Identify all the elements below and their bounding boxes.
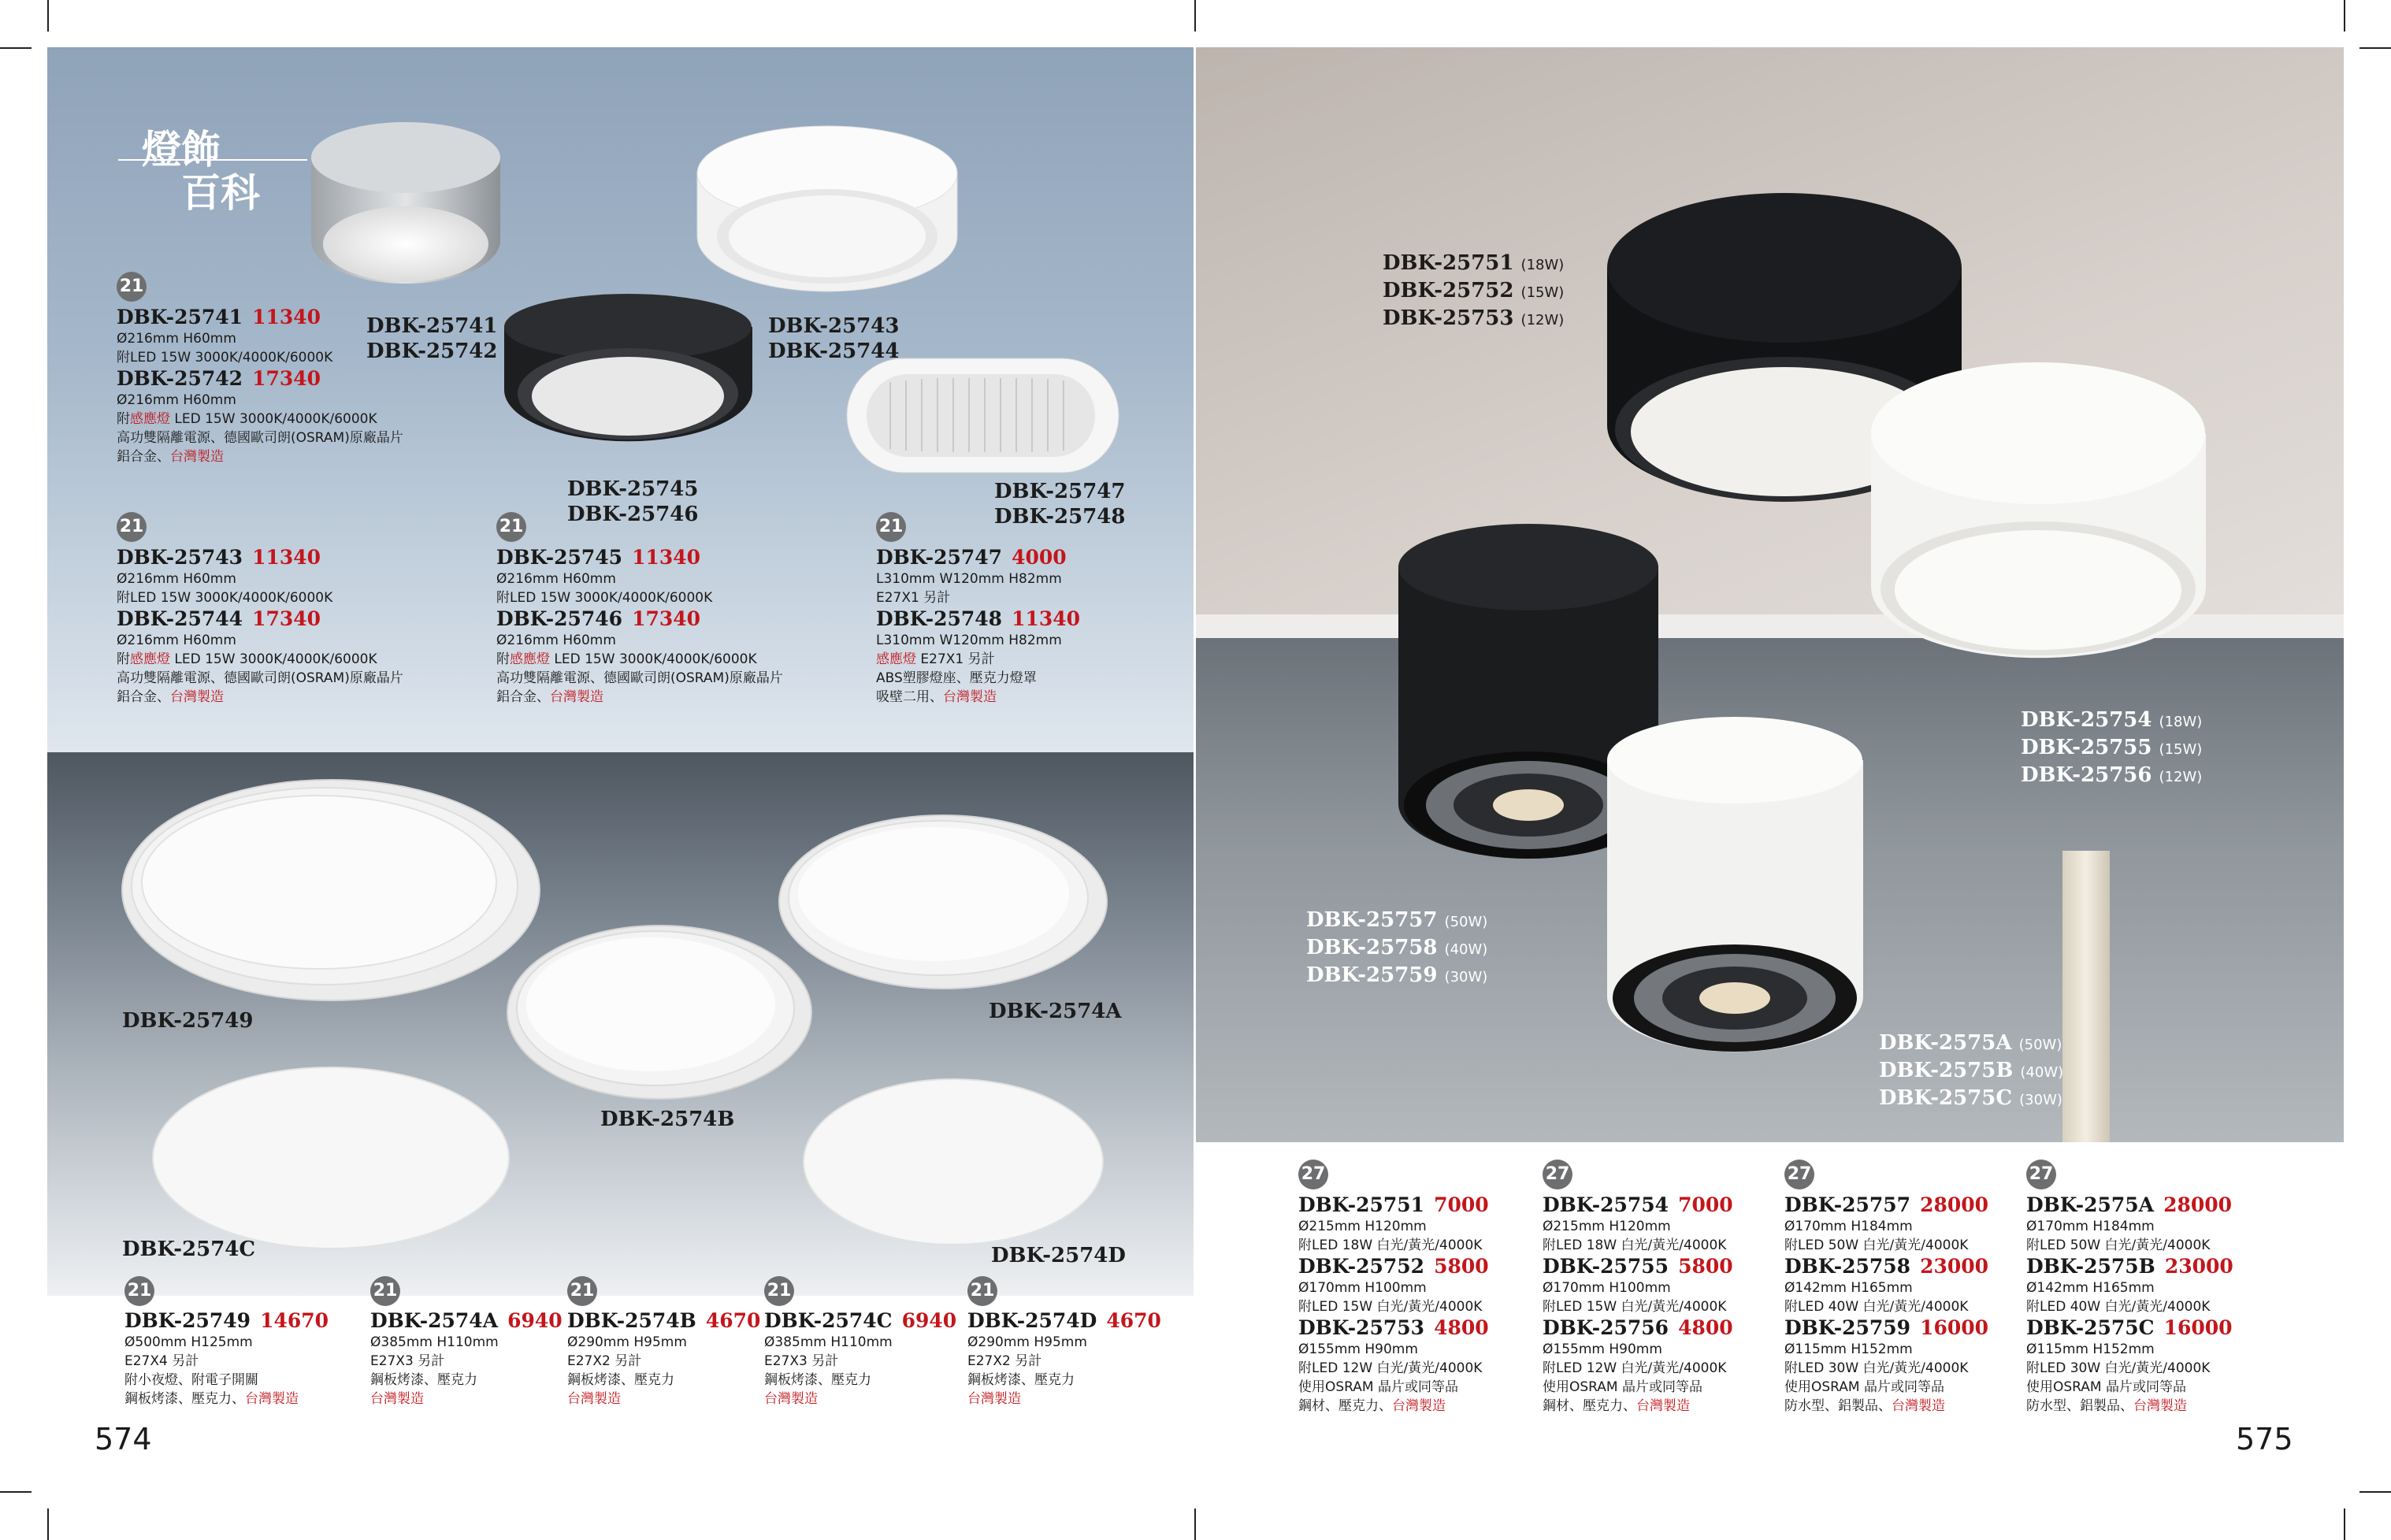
- spec-line: 附LED 12W 白光/黃光/4000K: [1298, 1360, 1483, 1376]
- spec-line: 附感應燈 LED 15W 3000K/4000K/6000K: [117, 411, 377, 427]
- highlight-text: 台灣製造: [550, 689, 603, 705]
- spec-heading: [876, 546, 1080, 570]
- price: 7000: [1678, 1193, 1733, 1216]
- spec-heading: [1784, 1193, 1988, 1217]
- spec-line: Ø142mm H165mm: [1784, 1280, 1913, 1296]
- spec-line: 附小夜燈、附電子開關: [124, 1372, 258, 1388]
- spec-heading: [1298, 1316, 1489, 1340]
- category-badge: 27: [1543, 1160, 1572, 1189]
- spec-line: Ø142mm H165mm: [2026, 1280, 2155, 1296]
- lamp-25747-photo: [843, 351, 1123, 481]
- spec-line: 防水型、鋁製品、台灣製造: [2026, 1398, 2187, 1414]
- spec-line: 附LED 15W 白光/黃光/4000K: [1543, 1299, 1727, 1315]
- price: 23000: [2164, 1255, 2233, 1278]
- spec-heading: [117, 546, 403, 570]
- spec-block: [967, 1309, 1161, 1408]
- highlight-text: 台灣製造: [245, 1391, 299, 1407]
- category-badge: 21: [124, 1276, 154, 1306]
- model-number: DBK-25742: [117, 367, 243, 390]
- spec-line: [567, 1390, 760, 1408]
- spec-heading: [117, 306, 403, 329]
- spec-line: 附LED 15W 3000K/4000K/6000K: [496, 590, 713, 606]
- lamp-25741-photo: [299, 110, 512, 291]
- spec-heading: [1543, 1255, 1733, 1278]
- brand-logo: [118, 118, 315, 216]
- model-number: DBK-2574B: [567, 1309, 696, 1332]
- crop-mark: [1194, 0, 1196, 32]
- spec-line: 鋼板烤漆、壓克力: [764, 1372, 871, 1388]
- spec-line: 鋼板烤漆、壓克力、台灣製造: [124, 1391, 299, 1407]
- highlight-text: 台灣製造: [170, 449, 224, 465]
- spec-block: [370, 1309, 562, 1408]
- spec-heading: [117, 367, 403, 391]
- spec-line: 使用OSRAM 晶片或同等品: [2026, 1379, 2186, 1395]
- spec-block: [124, 1309, 329, 1408]
- photo-label-2574C: DBK-2574C: [122, 1238, 256, 1261]
- spec-heading: [1784, 1316, 1988, 1340]
- category-badge: 21: [764, 1276, 794, 1306]
- crop-mark: [2344, 1508, 2345, 1540]
- price: 4670: [705, 1309, 761, 1332]
- model-number: DBK-25741: [117, 306, 243, 328]
- category-badge: 21: [567, 1276, 597, 1306]
- logo-line1: 燈飾: [142, 127, 221, 173]
- spec-block: [496, 546, 783, 707]
- price: 4670: [1106, 1309, 1161, 1332]
- spec-line: [764, 1390, 956, 1408]
- spec-line: Ø216mm H60mm: [117, 633, 236, 648]
- highlight-text: 台灣製造: [1636, 1398, 1690, 1414]
- spec-line: 高功雙隔離電源、德國歐司朗(OSRAM)原廠晶片: [117, 430, 403, 446]
- spec-line: Ø215mm H120mm: [1543, 1219, 1671, 1234]
- highlight-text: 台灣製造: [170, 689, 224, 705]
- spec-line: Ø170mm H184mm: [2026, 1219, 2155, 1234]
- category-badge: 21: [117, 512, 147, 542]
- price: 23000: [1920, 1255, 1989, 1278]
- price: 7000: [1434, 1193, 1489, 1216]
- price: 11340: [252, 546, 321, 569]
- category-badge: 21: [967, 1276, 997, 1306]
- spec-line: 附感應燈 LED 15W 3000K/4000K/6000K: [117, 651, 377, 667]
- photo-label-group-25754: DBK-25754 (18W) DBK-25755 (15W) DBK-25756 (12W): [2021, 708, 2203, 787]
- photo-label-2574B: DBK-2574B: [600, 1108, 735, 1131]
- price: 17340: [632, 607, 701, 630]
- spec-line: 附LED 18W 白光/黃光/4000K: [1298, 1238, 1483, 1253]
- photo-label-group-2575A: DBK-2575A (50W) DBK-2575B (40W) DBK-2575C (30W): [1879, 1031, 2064, 1110]
- price: 4800: [1678, 1316, 1733, 1339]
- spec-line: Ø385mm H110mm: [370, 1334, 499, 1350]
- spec-line: 鋼材、壓克力、台灣製造: [1543, 1398, 1690, 1414]
- spec-line: E27X1 另計: [876, 590, 951, 606]
- photo-label-group-25751: DBK-25751 (18W) DBK-25752 (15W) DBK-25753 (12W): [1383, 251, 1565, 330]
- highlight-text: 台灣製造: [1392, 1398, 1446, 1414]
- spec-line: 吸壁二用、台灣製造: [876, 689, 997, 705]
- photo-label-25743: DBK-25743 DBK-25744: [768, 314, 900, 363]
- spec-line: Ø385mm H110mm: [764, 1334, 893, 1350]
- model-number: DBK-25745: [496, 546, 623, 569]
- spec-block: [1543, 1193, 1733, 1416]
- photo-label-25745: DBK-25745 DBK-25746: [567, 477, 699, 526]
- model-number: DBK-25755: [1543, 1255, 1669, 1278]
- highlight-text: 感應燈: [130, 651, 170, 667]
- spec-line: 附LED 30W 白光/黃光/4000K: [2026, 1360, 2211, 1376]
- spec-line: 附LED 15W 白光/黃光/4000K: [1298, 1299, 1483, 1315]
- spec-line: E27X3 另計: [370, 1353, 445, 1369]
- price: 4800: [1434, 1316, 1489, 1339]
- model-number: DBK-25746: [496, 607, 623, 630]
- spec-heading: [2026, 1193, 2233, 1217]
- spec-heading: [2026, 1255, 2233, 1278]
- spec-line: 鋼材、壓克力、台灣製造: [1298, 1398, 1446, 1414]
- spec-block: [1298, 1193, 1489, 1416]
- spec-line: 附LED 50W 白光/黃光/4000K: [2026, 1238, 2211, 1253]
- highlight-text: 台灣製造: [2133, 1398, 2187, 1414]
- crop-mark: [47, 0, 49, 32]
- spec-line: 使用OSRAM 晶片或同等品: [1298, 1379, 1458, 1395]
- lamp-2574C-photo: [150, 1063, 512, 1252]
- category-badge: 21: [876, 512, 906, 542]
- spec-block: [117, 546, 403, 707]
- category-badge: 21: [370, 1276, 400, 1306]
- logo-line2: 百科: [181, 170, 260, 216]
- price: 11340: [1012, 607, 1081, 630]
- model-number: DBK-2574C: [764, 1309, 893, 1332]
- price: 17340: [252, 367, 321, 390]
- price: 17340: [252, 607, 321, 630]
- spec-line: Ø216mm H60mm: [117, 571, 236, 587]
- crop-mark: [2344, 0, 2345, 32]
- category-badge: 21: [117, 272, 147, 302]
- spec-heading: [1298, 1255, 1489, 1278]
- spec-heading: [1298, 1193, 1489, 1217]
- spec-heading: [2026, 1316, 2233, 1340]
- model-number: DBK-25759: [1784, 1316, 1911, 1339]
- price: 16000: [2163, 1316, 2233, 1339]
- spec-line: 鋼板烤漆、壓克力: [967, 1372, 1075, 1388]
- spec-line: 鋁合金、台灣製造: [117, 689, 224, 705]
- spec-line: 鋼板烤漆、壓克力: [370, 1372, 477, 1388]
- spec-line: L310mm W120mm H82mm: [876, 571, 1062, 587]
- spec-line: 附LED 30W 白光/黃光/4000K: [1784, 1360, 1969, 1376]
- spec-line: L310mm W120mm H82mm: [876, 633, 1062, 648]
- photo-label-2574A: DBK-2574A: [989, 1000, 1122, 1023]
- page-number-right: 575: [2236, 1422, 2293, 1457]
- crop-mark: [47, 1508, 49, 1540]
- spec-heading: [967, 1309, 1161, 1333]
- highlight-text: 台灣製造: [1892, 1398, 1945, 1414]
- crop-mark: [0, 47, 32, 49]
- model-number: DBK-25758: [1784, 1255, 1911, 1278]
- model-number: DBK-25744: [117, 607, 243, 630]
- spec-line: 附LED 40W 白光/黃光/4000K: [2026, 1299, 2211, 1315]
- model-number: DBK-2575C: [2026, 1316, 2155, 1339]
- spec-heading: [567, 1309, 760, 1333]
- spec-line: Ø155mm H90mm: [1543, 1341, 1662, 1357]
- spec-line: 防水型、鋁製品、台灣製造: [1784, 1398, 1945, 1414]
- photo-label-2574D: DBK-2574D: [991, 1244, 1126, 1267]
- model-number: DBK-25743: [117, 546, 243, 569]
- price: 6940: [507, 1309, 562, 1332]
- highlight-text: 台灣製造: [967, 1391, 1021, 1407]
- spec-block: [2026, 1193, 2233, 1416]
- spec-line: ABS塑膠燈座、壓克力燈罩: [876, 670, 1037, 686]
- model-number: DBK-25753: [1298, 1316, 1425, 1339]
- category-badge: 21: [496, 512, 526, 542]
- model-number: DBK-25748: [876, 607, 1003, 630]
- spec-line: E27X4 另計: [124, 1353, 199, 1369]
- spec-line: Ø215mm H120mm: [1298, 1219, 1427, 1234]
- highlight-text: 台灣製造: [370, 1391, 424, 1407]
- model-number: DBK-2574A: [370, 1309, 499, 1332]
- spec-line: Ø216mm H60mm: [117, 392, 236, 408]
- crop-mark: [1194, 1508, 1196, 1540]
- highlight-text: 台灣製造: [567, 1391, 621, 1407]
- spec-line: 鋁合金、台灣製造: [496, 689, 603, 705]
- highlight-text: 台灣製造: [764, 1391, 818, 1407]
- price: 4000: [1012, 546, 1067, 569]
- spec-line: 附LED 15W 3000K/4000K/6000K: [117, 590, 333, 606]
- spec-line: E27X3 另計: [764, 1353, 839, 1369]
- lamp-25743-photo: [685, 118, 969, 307]
- spec-line: 鋼板烤漆、壓克力: [567, 1372, 674, 1388]
- price: 5800: [1678, 1255, 1733, 1278]
- model-number: DBK-25757: [1784, 1193, 1911, 1216]
- price: 28000: [2163, 1193, 2233, 1216]
- spec-block: [764, 1309, 956, 1408]
- spec-line: E27X2 另計: [567, 1353, 642, 1369]
- photo-label-25749: DBK-25749: [122, 1009, 254, 1033]
- spec-line: 附感應燈 LED 15W 3000K/4000K/6000K: [496, 651, 757, 667]
- price: 11340: [252, 306, 321, 328]
- photo-label-25747: DBK-25747 DBK-25748: [994, 480, 1126, 529]
- spec-heading: [876, 607, 1080, 631]
- spec-block: [1784, 1193, 1988, 1416]
- highlight-text: 感應燈: [876, 651, 916, 667]
- page-number-left: 574: [95, 1422, 152, 1457]
- spec-heading: [1784, 1255, 1988, 1278]
- model-number: DBK-25749: [124, 1309, 251, 1332]
- spec-line: Ø170mm H184mm: [1784, 1219, 1913, 1234]
- spec-line: Ø115mm H152mm: [1784, 1341, 1913, 1357]
- spec-line: Ø216mm H60mm: [496, 571, 616, 587]
- spec-heading: [1543, 1193, 1733, 1217]
- spec-heading: [496, 546, 783, 570]
- model-number: DBK-2575A: [2026, 1193, 2155, 1216]
- spec-line: 高功雙隔離電源、德國歐司朗(OSRAM)原廠晶片: [496, 670, 783, 686]
- spec-line: Ø500mm H125mm: [124, 1334, 253, 1350]
- model-number: DBK-25747: [876, 546, 1003, 569]
- spec-block: [567, 1309, 760, 1408]
- crop-mark: [2359, 47, 2391, 49]
- photo-label-25741: DBK-25741 DBK-25742: [366, 314, 498, 363]
- model-number: DBK-2575B: [2026, 1255, 2155, 1278]
- spec-line: 附LED 12W 白光/黃光/4000K: [1543, 1360, 1727, 1376]
- highlight-text: 感應燈: [510, 651, 550, 667]
- model-number: DBK-25754: [1543, 1193, 1669, 1216]
- category-badge: 27: [1298, 1160, 1328, 1189]
- crop-mark: [2359, 1491, 2391, 1493]
- spec-heading: [124, 1309, 329, 1333]
- spec-line: E27X2 另計: [967, 1353, 1042, 1369]
- spec-line: 使用OSRAM 晶片或同等品: [1784, 1379, 1944, 1395]
- spec-line: Ø115mm H152mm: [2026, 1341, 2155, 1357]
- spec-heading: [1543, 1316, 1733, 1340]
- photo-label-group-25757: DBK-25757 (50W) DBK-25758 (40W) DBK-25759 (30W): [1306, 908, 1488, 987]
- lamp-25749-photo: [118, 776, 544, 1004]
- spec-line: 附LED 18W 白光/黃光/4000K: [1543, 1238, 1727, 1253]
- spec-line: [370, 1390, 562, 1408]
- spec-line: 感應燈 E27X1 另計: [876, 651, 995, 667]
- spec-line: Ø216mm H60mm: [117, 331, 236, 347]
- price: 11340: [632, 546, 701, 569]
- spec-block: [117, 306, 403, 466]
- spec-line: Ø216mm H60mm: [496, 633, 616, 648]
- highlight-text: 台灣製造: [943, 689, 997, 705]
- spec-heading: [370, 1309, 562, 1333]
- lamp-2574A-photo: [776, 811, 1111, 993]
- model-number: DBK-25752: [1298, 1255, 1425, 1278]
- model-number: DBK-25756: [1543, 1316, 1669, 1339]
- model-number: DBK-2574D: [967, 1309, 1097, 1332]
- category-badge: 27: [2026, 1160, 2056, 1189]
- lamp-2574D-photo: [800, 1075, 1107, 1249]
- spec-line: Ø170mm H100mm: [1543, 1280, 1671, 1296]
- lamp-25754-photo: [1867, 358, 2210, 670]
- price: 28000: [1920, 1193, 1989, 1216]
- spec-line: 鋁合金、台灣製造: [117, 449, 224, 465]
- spec-block: [876, 546, 1080, 707]
- spec-heading: [496, 607, 783, 631]
- crop-mark: [0, 1491, 32, 1493]
- model-number: DBK-25751: [1298, 1193, 1425, 1216]
- spec-line: 附LED 40W 白光/黃光/4000K: [1784, 1299, 1969, 1315]
- spec-line: 附LED 50W 白光/黃光/4000K: [1784, 1238, 1969, 1253]
- spec-line: 高功雙隔離電源、德國歐司朗(OSRAM)原廠晶片: [117, 670, 403, 686]
- category-badge: 27: [1784, 1160, 1814, 1189]
- lamp-2575A-photo: [1603, 713, 1867, 1059]
- highlight-text: 感應燈: [130, 411, 170, 427]
- spec-line: 使用OSRAM 晶片或同等品: [1543, 1379, 1702, 1395]
- spec-line: [967, 1390, 1161, 1408]
- spec-line: Ø290mm H95mm: [567, 1334, 687, 1350]
- spec-heading: [764, 1309, 956, 1333]
- price: 6940: [901, 1309, 957, 1332]
- spec-line: Ø170mm H100mm: [1298, 1280, 1427, 1296]
- price: 16000: [1920, 1316, 1989, 1339]
- lamp-25745-photo: [496, 288, 760, 453]
- spec-line: 附LED 15W 3000K/4000K/6000K: [117, 350, 333, 366]
- price: 5800: [1434, 1255, 1489, 1278]
- lamp-2574B-photo: [504, 922, 815, 1103]
- spec-line: Ø155mm H90mm: [1298, 1341, 1418, 1357]
- price: 14670: [260, 1309, 329, 1332]
- spec-line: Ø290mm H95mm: [967, 1334, 1087, 1350]
- spec-heading: [117, 607, 403, 631]
